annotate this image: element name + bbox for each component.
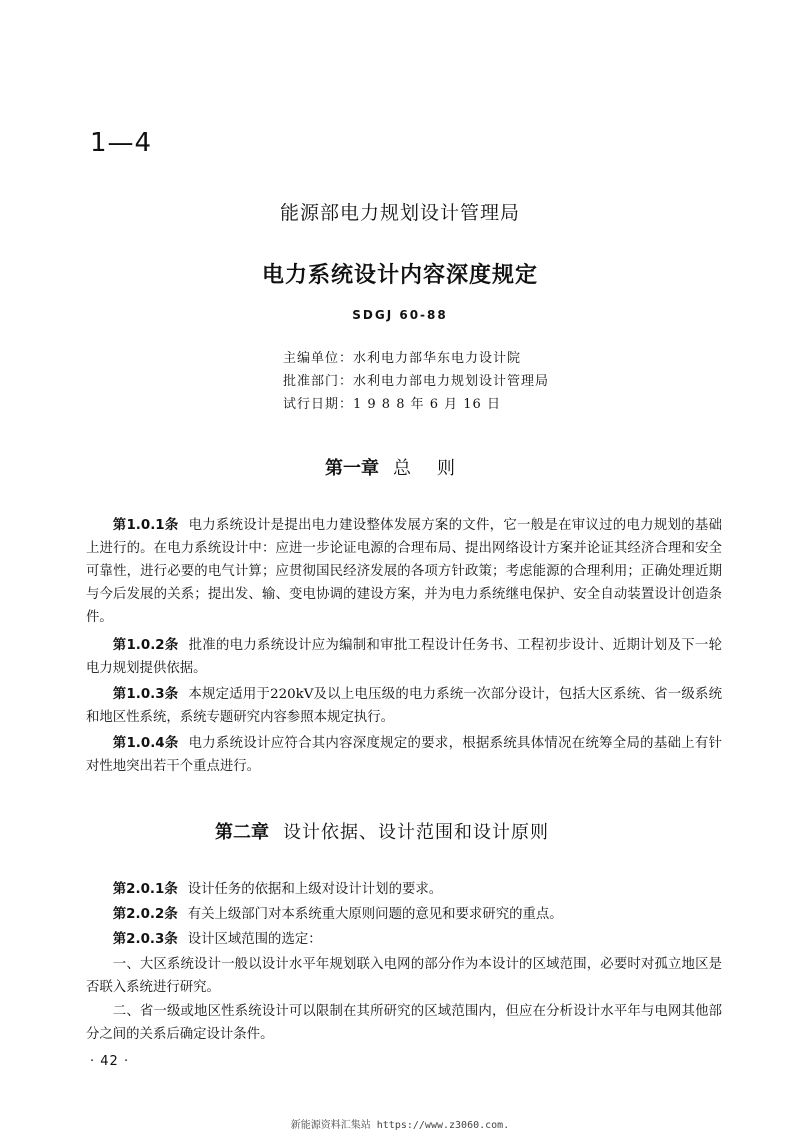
article-text: 批准的电力系统设计应为编制和审批工程设计任务书、工程初步设计、近期计划及下一轮电力规划提供依据。 bbox=[86, 638, 722, 676]
article-number: 第1.0.2条 bbox=[112, 638, 179, 653]
effective-date: 试行日期：1 9 8 8 年 6 月 16 日 bbox=[283, 397, 501, 412]
article-number: 第2.0.1条 bbox=[112, 882, 178, 897]
footer-watermark: 新能源资料汇集站 https://www.z3060.com. bbox=[290, 1120, 510, 1131]
article-1-0-1 bbox=[86, 514, 722, 629]
article-2-0-2 bbox=[86, 903, 722, 926]
article-1-0-3 bbox=[86, 683, 722, 729]
article-text: 本规定适用于220kV及以上电压级的电力系统一次部分设计，包括大区系统、省一级系统和地区性系统，系统专题研究内容参照本规定执行。 bbox=[86, 687, 722, 725]
list-item: 一、大区系统设计一般以设计水平年规划联入电网的部分作为本设计的区域范围，必要时对孤立地区是否联入系统进行研究。 bbox=[86, 957, 722, 995]
article-number: 第1.0.3条 bbox=[112, 687, 179, 702]
editor-unit: 主编单位：水利电力部华东电力设计院 bbox=[283, 351, 522, 366]
page-number: · 42 · bbox=[90, 1054, 130, 1069]
list-item: 二、省一级或地区性系统设计可以限制在其所研究的区域范围内，但应在分析设计水平年与电网其他部分之间的关系后确定设计条件。 bbox=[86, 1004, 722, 1042]
article-text: 有关上级部门对本系统重大原则问题的意见和要求研究的重点。 bbox=[187, 907, 563, 922]
article-2-0-1 bbox=[86, 878, 722, 901]
article-text: 设计任务的依据和上级对设计计划的要求。 bbox=[187, 882, 443, 897]
chapter-name: 设计依据、设计范围和设计原则 bbox=[283, 822, 549, 843]
document-title: 电力系统设计内容深度规定 bbox=[261, 263, 538, 288]
article-1-0-2 bbox=[86, 634, 722, 680]
chapter-name: 总则 bbox=[393, 458, 481, 479]
article-1-0-4 bbox=[86, 732, 722, 778]
document-code: 1—4 bbox=[90, 128, 153, 158]
article-number: 第2.0.3条 bbox=[112, 932, 178, 947]
article-2-0-3 bbox=[86, 928, 722, 951]
article-number: 第1.0.1条 bbox=[112, 518, 179, 533]
issuing-authority: 能源部电力规划设计管理局 bbox=[279, 202, 520, 224]
chapter-number: 第一章 bbox=[325, 458, 379, 479]
chapter-2-heading bbox=[215, 818, 549, 844]
standard-number: SDGJ 60-88 bbox=[352, 308, 448, 322]
article-text: 电力系统设计是提出电力建设整体发展方案的文件，它一般是在审议过的电力规划的基础上进行的。在电力系统设计中：应进一步论证电源的合理布局、提出网络设计方案并论证其经济合理和安全可靠性，进行必要的电气计算；应贯彻国民经济发展的各项方针政策；考虑能源的合理利用；正确处理近期与今后发展的关系；提出发、输、变电协调的建设方案，并为电力系统继电保护、安全自动装置设计创造条件。 bbox=[86, 518, 722, 625]
article-number: 第2.0.2条 bbox=[112, 907, 178, 922]
chapter-1-heading bbox=[325, 454, 481, 480]
approval-department: 批准部门：水利电力部电力规划设计管理局 bbox=[283, 374, 550, 389]
article-number: 第1.0.4条 bbox=[112, 736, 179, 751]
article-text: 设计区域范围的选定： bbox=[187, 932, 322, 947]
chapter-number: 第二章 bbox=[215, 822, 269, 843]
article-text: 电力系统设计应符合其内容深度规定的要求，根据系统具体情况在统筹全局的基础上有针对性地突出若干个重点进行。 bbox=[86, 736, 722, 774]
